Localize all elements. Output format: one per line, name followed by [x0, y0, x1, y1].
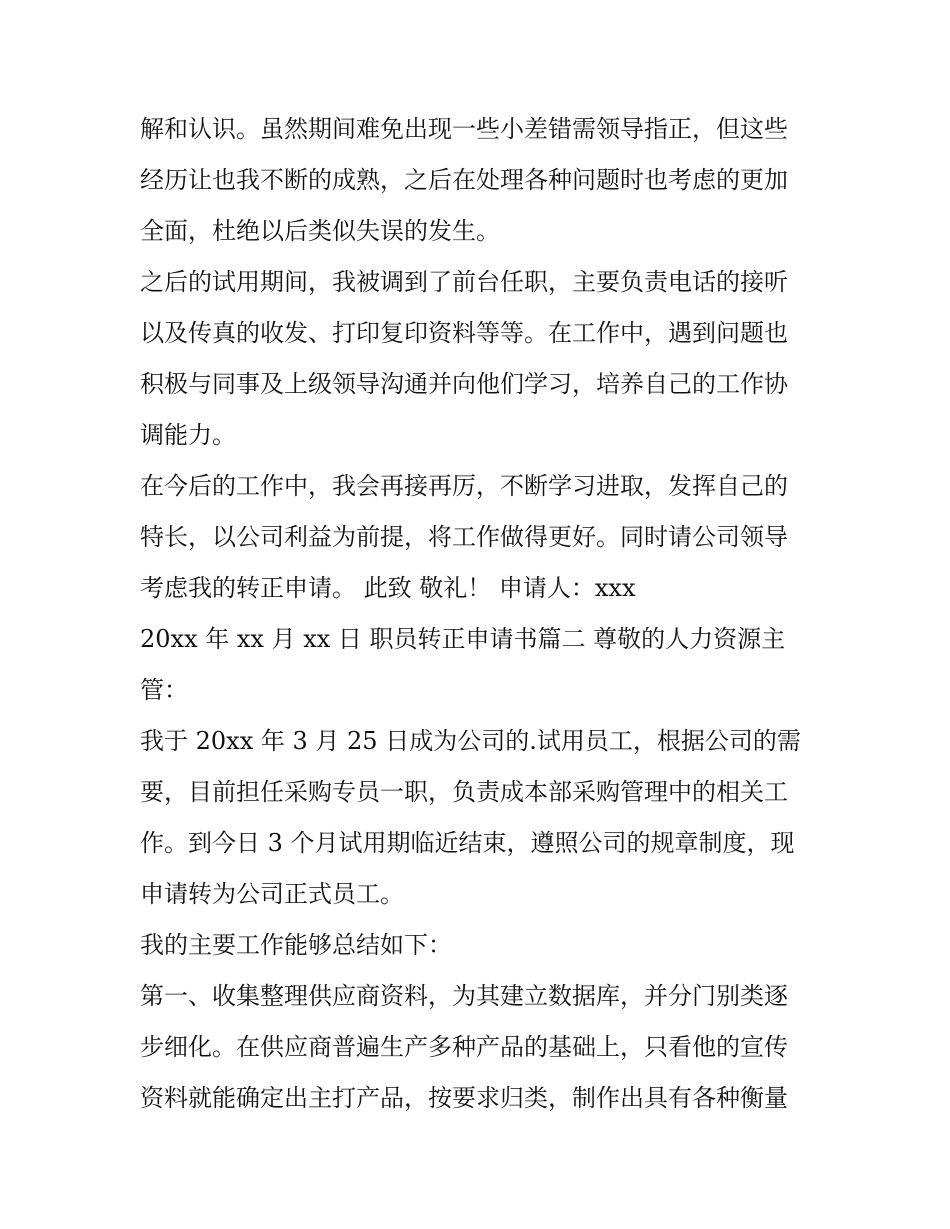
- text-line: 特长，以公司利益为前提，将工作做得更好。同时请公司领导: [140, 523, 788, 551]
- text-line: 管：: [140, 676, 188, 704]
- text-line: 全面，杜绝以后类似失误的发生。: [140, 217, 500, 245]
- text-line: 之后的试用期间，我被调到了前台任职，主要负责电话的接听: [140, 268, 788, 296]
- text-line: 我的主要工作能够总结如下：: [140, 931, 452, 959]
- text-line: 积极与同事及上级领导沟通并向他们学习，培养自己的工作协: [140, 370, 788, 398]
- text-line: 申请转为公司正式员工。: [140, 880, 404, 908]
- text-line: 资料就能确定出主打产品，按要求归类，制作出具有各种衡量: [140, 1084, 788, 1112]
- text-line: 步细化。在供应商普遍生产多种产品的基础上，只看他的宣传: [140, 1033, 788, 1061]
- text-line: 20xx 年 xx 月 xx 日 职员转正申请书篇二 尊敬的人力资源主: [140, 625, 786, 653]
- text-line: 作。到今日 3 个月试用期临近结束，遵照公司的规章制度，现: [140, 829, 795, 857]
- text-line: 考虑我的转正申请。 此致 敬礼！ 申请人：xxx: [140, 574, 636, 602]
- text-line: 第一、收集整理供应商资料，为其建立数据库，并分门别类逐: [140, 982, 788, 1010]
- text-line: 解和认识。虽然期间难免出现一些小差错需领导指正，但这些: [140, 115, 788, 143]
- document-body: [140, 104, 820, 1124]
- text-line: 要，目前担任采购专员一职，负责成本部采购管理中的相关工: [140, 778, 788, 806]
- text-line: 以及传真的收发、打印复印资料等等。在工作中，遇到问题也: [140, 319, 788, 347]
- text-line: 经历让也我不断的成熟，之后在处理各种问题时也考虑的更加: [140, 166, 788, 194]
- text-line: 在今后的工作中，我会再接再厉，不断学习进取，发挥自己的: [140, 472, 788, 500]
- text-line: 我于 20xx 年 3 月 25 日成为公司的.试用员工，根据公司的需: [140, 727, 801, 755]
- text-line: 调能力。: [140, 421, 236, 449]
